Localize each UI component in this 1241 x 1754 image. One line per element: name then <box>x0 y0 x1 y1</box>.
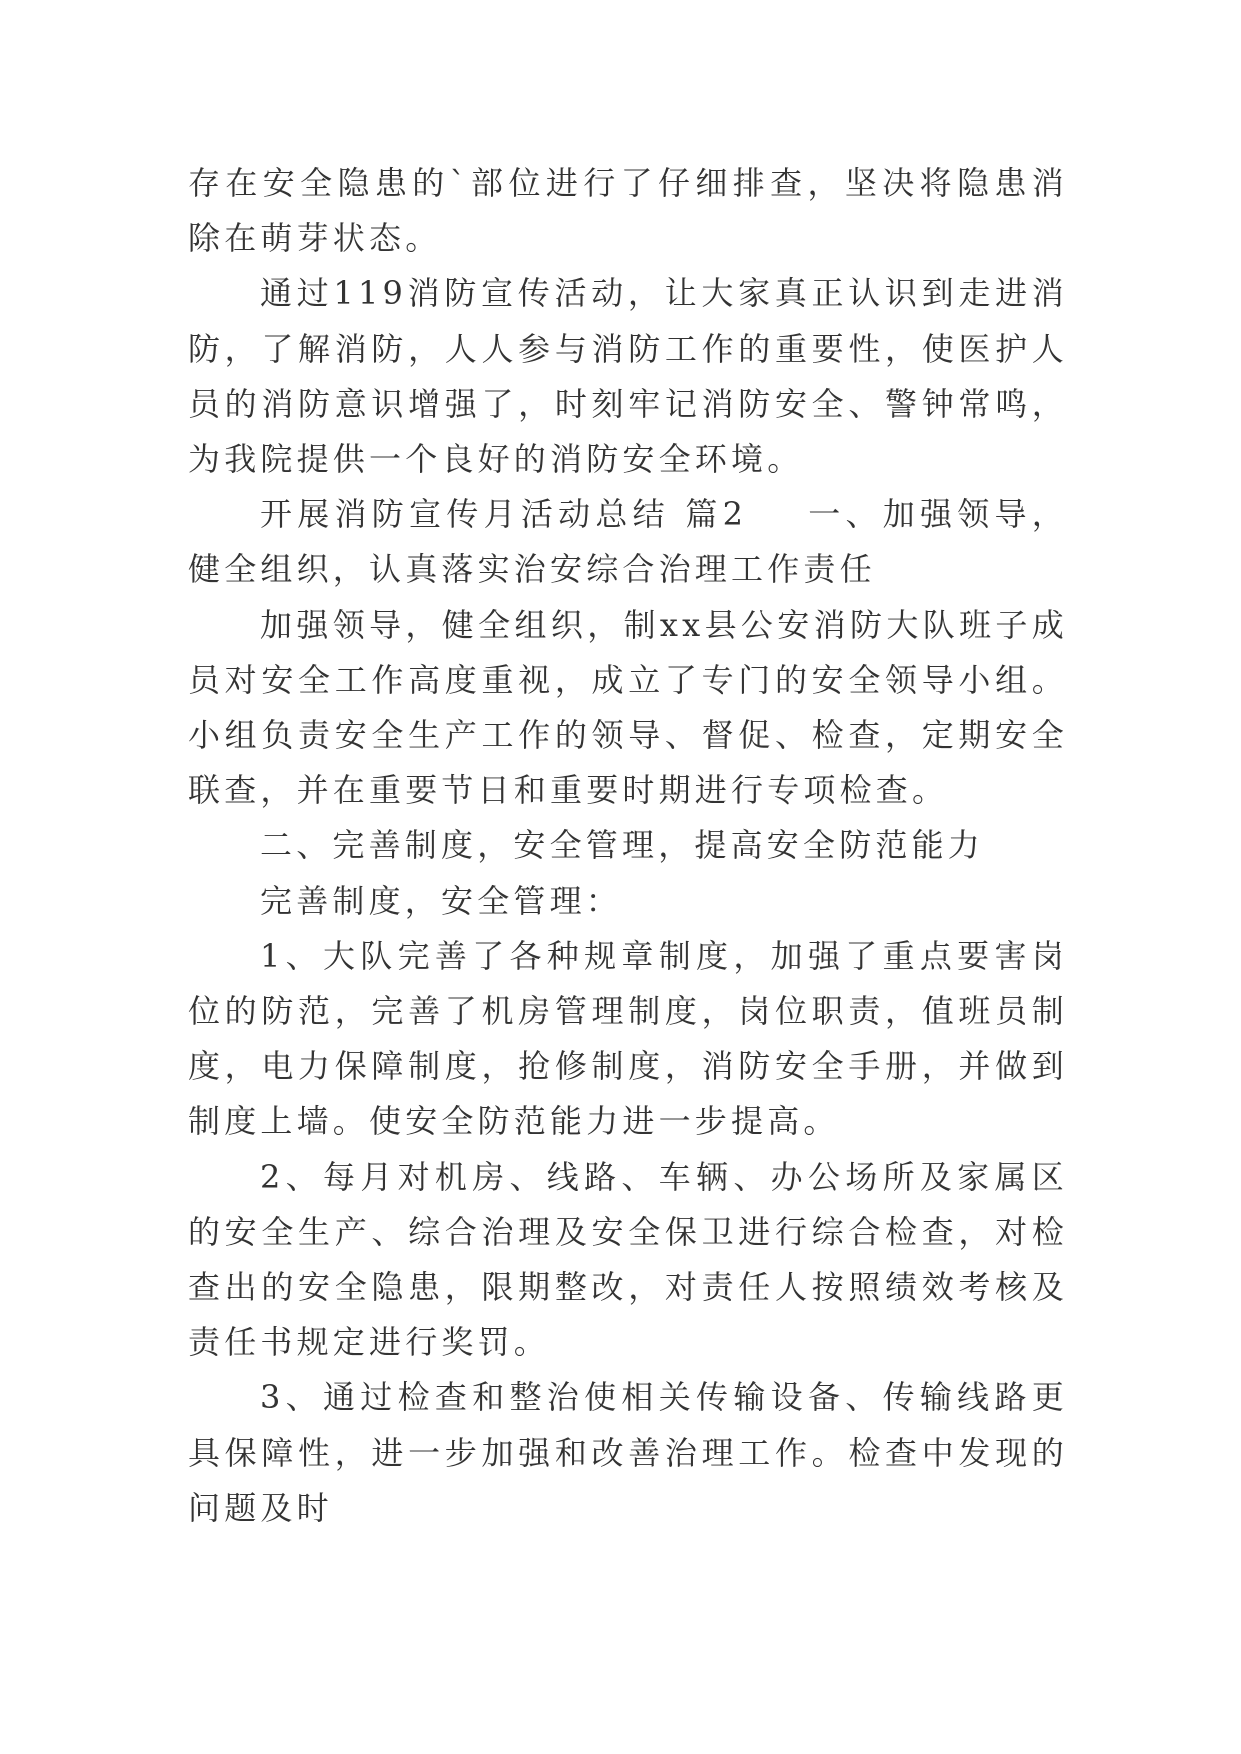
document-body <box>188 156 1068 1536</box>
paragraph-2: 通过119消防宣传活动，让大家真正认识到走进消防，了解消防，人人参与消防工作的重要性，使医护人员的消防意识增强了，时刻牢记消防安全、警钟常鸣，为我院提供一个良好的消防安全环境。 <box>188 274 1068 479</box>
section-heading-1: 一、加强领导，健全组织，认真落实治安综合治理工作责任 <box>188 495 1068 589</box>
paragraph-4: 加强领导，健全组织，制xx县公安消防大队班子成员对安全工作高度重视，成立了专门的安全领导小组。小组负责安全生产工作的领导、督促、检查，定期安全联查，并在重要节日和重要时期进行专项检查。 <box>188 605 1068 810</box>
section-heading-2: 二、完善制度，安全管理，提高安全防范能力 <box>260 826 985 865</box>
paragraph-6: 完善制度，安全管理： <box>260 881 623 920</box>
section-title: 开展消防宣传月活动总结 篇2 <box>260 495 748 534</box>
paragraph-1: 存在安全隐患的`部位进行了仔细排查，坚决将隐患消除在萌芽状态。 <box>188 164 1068 258</box>
paragraph-8: 2、每月对机房、线路、车辆、办公场所及家属区的安全生产、综合治理及安全保卫进行综合检查，对检查出的安全隐患，限期整改，对责任人按照绩效考核及责任书规定进行奖罚。 <box>188 1157 1068 1362</box>
paragraph-3 <box>188 487 1068 597</box>
paragraph-9: 3、通过检查和整治使相关传输设备、传输线路更具保障性，进一步加强和改善治理工作。检查中发现的问题及时 <box>188 1378 1068 1527</box>
paragraph-7: 1、大队完善了各种规章制度，加强了重点要害岗位的防范，完善了机房管理制度，岗位职责，值班员制度，电力保障制度，抢修制度，消防安全手册，并做到制度上墙。使安全防范能力进一步提高。 <box>188 936 1068 1141</box>
